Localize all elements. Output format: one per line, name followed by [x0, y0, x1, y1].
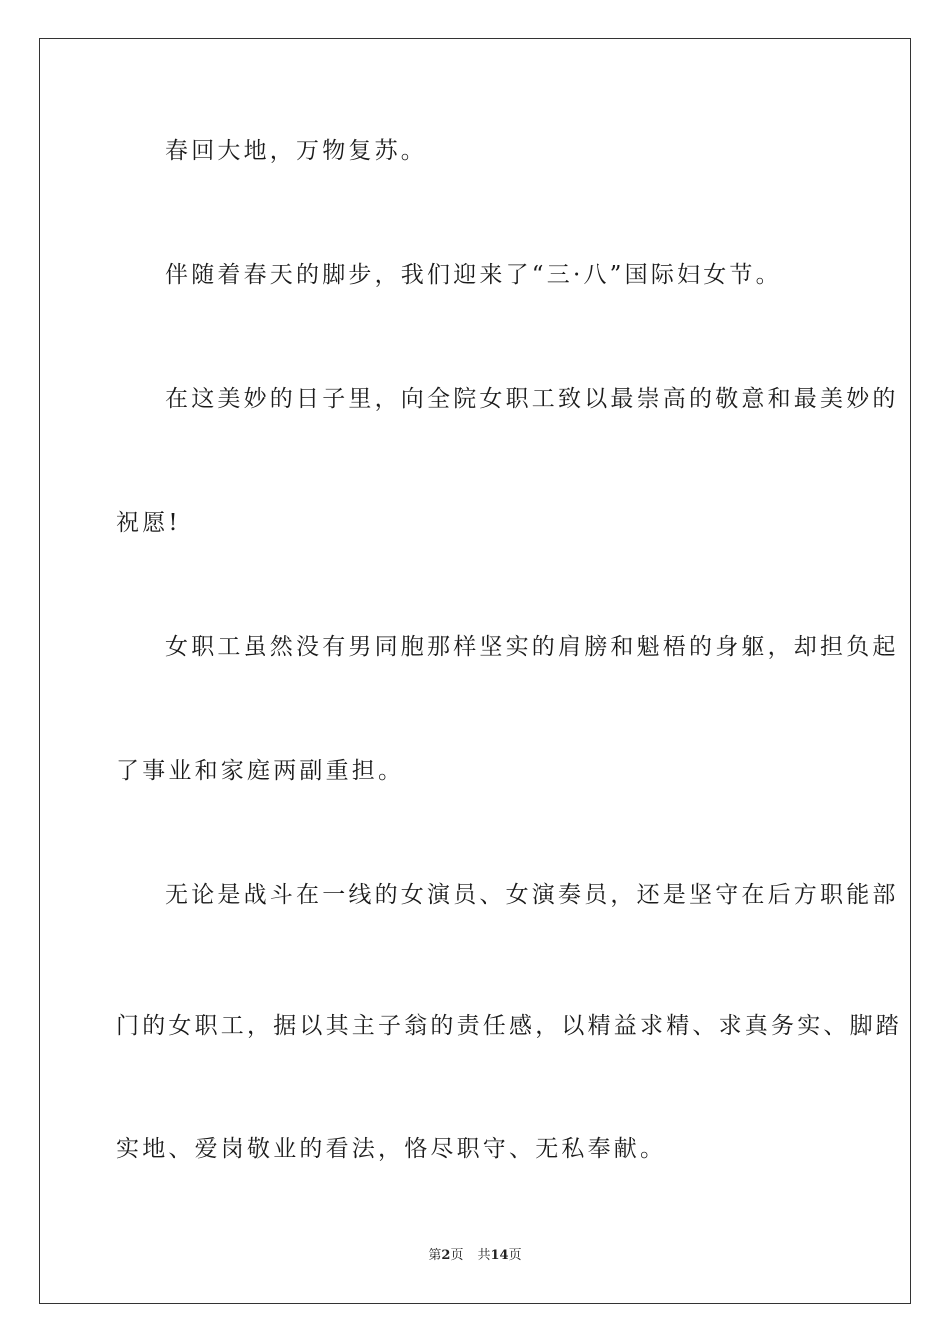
page-suffix: 页: [450, 1248, 464, 1263]
paragraph-line: 祝愿!: [116, 510, 181, 536]
page-number: 2: [441, 1248, 451, 1263]
paragraph-line: 女职工虽然没有男同胞那样坚实的肩膀和魁梧的身躯，却担负起: [165, 634, 899, 660]
paragraph-line: 在这美妙的日子里，向全院女职工致以最崇高的敬意和最美妙的: [165, 386, 899, 412]
paragraph-line: 门的女职工，据以其主子翁的责任感，以精益求精、求真务实、脚踏: [116, 1013, 902, 1039]
page-border: [39, 38, 911, 1304]
paragraph-line: 实地、爱岗敬业的看法，恪尽职守、无私奉献。: [116, 1136, 667, 1162]
paragraph-line: 春回大地，万物复苏。: [165, 138, 427, 164]
page-footer: [0, 1247, 950, 1265]
page-prefix: 第: [428, 1248, 442, 1263]
paragraph-line: 无论是战斗在一线的女演员、女演奏员，还是坚守在后方职能部: [165, 882, 899, 908]
total-suffix: 页: [508, 1248, 522, 1263]
total-prefix: 共: [477, 1248, 491, 1263]
total-pages: 14: [490, 1248, 509, 1263]
paragraph-line: 了事业和家庭两副重担。: [116, 758, 405, 784]
paragraph-line: 伴随着春天的脚步，我们迎来了“三·八”国际妇女节。: [165, 262, 782, 288]
